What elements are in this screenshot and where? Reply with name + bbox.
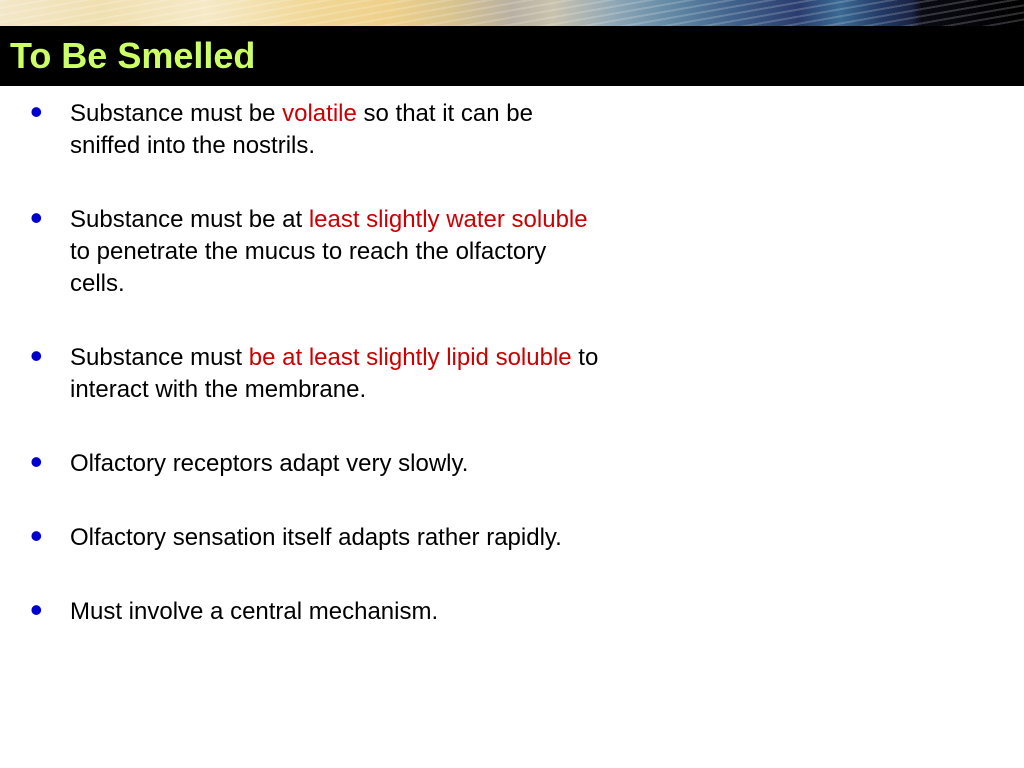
bullet-text: Olfactory receptors adapt very slowly.	[70, 450, 469, 477]
bullet-text: Olfactory sensation itself adapts rather rapidly.	[70, 524, 562, 551]
bullet-dot-icon: •	[30, 197, 43, 238]
bullet-list	[30, 91, 600, 670]
bullet-item-lipid-soluble	[30, 335, 600, 406]
bullet-item-sensation-adapts	[30, 515, 600, 556]
bullet-dot-icon: •	[30, 335, 43, 376]
bullet-dot-icon: •	[30, 589, 43, 630]
bullet-text-tail: to interact with the membrane.	[70, 344, 599, 403]
bullet-text-lead: Substance must be	[70, 100, 283, 127]
bullet-highlight: volatile	[282, 100, 357, 127]
bullet-item-water-soluble	[30, 197, 600, 300]
bullet-item-central-mechanism	[30, 589, 600, 630]
bullet-dot-icon: •	[30, 515, 43, 556]
bullet-highlight: least slightly water soluble	[308, 206, 588, 233]
bullet-text-tail: to penetrate the mucus to reach the olfactory cells.	[70, 238, 547, 297]
bullet-text: Must involve a central mechanism.	[70, 598, 439, 625]
bullet-text-lead: Substance must be at	[70, 206, 309, 233]
decorative-banner-strip	[0, 0, 1024, 26]
bullet-dot-icon: •	[30, 91, 43, 132]
bullet-item-volatile	[30, 91, 600, 162]
title-bar	[0, 26, 1024, 86]
bullet-text-tail: so that it can be sniffed into the nostrils.	[70, 100, 533, 159]
slide-title: To Be Smelled	[10, 35, 256, 76]
bullet-dot-icon: •	[30, 441, 43, 482]
bullet-item-receptors-adapt	[30, 441, 600, 482]
bullet-text-lead: Substance must	[70, 344, 249, 371]
bullet-highlight: be at least slightly lipid soluble	[248, 344, 572, 371]
